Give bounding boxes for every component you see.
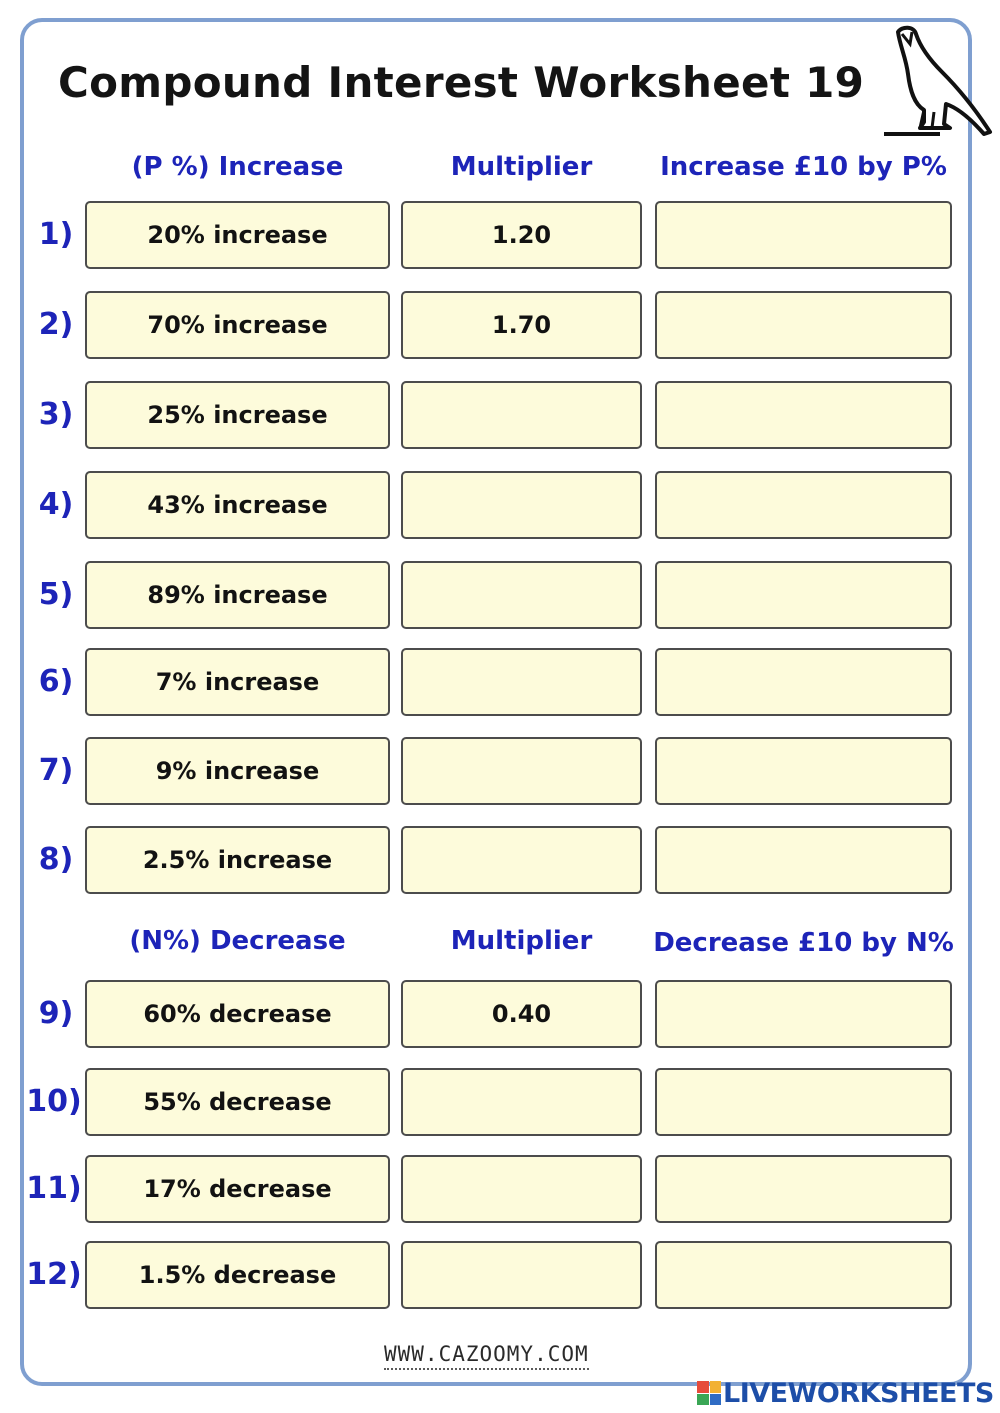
decrease-col-header-result: Decrease £10 by N% — [653, 928, 954, 958]
multiplier-answer-box[interactable] — [401, 648, 642, 716]
percent-change-box: 9% increase — [85, 737, 390, 805]
question-number: 1) — [38, 217, 74, 252]
question-number: 7) — [38, 753, 74, 788]
multiplier-answer-box[interactable] — [401, 737, 642, 805]
increase-col-header-percent: (P %) Increase — [131, 152, 344, 182]
question-number: 5) — [38, 577, 74, 612]
result-answer-box[interactable] — [655, 1155, 952, 1223]
multiplier-answer-box[interactable] — [401, 1068, 642, 1136]
multiplier-answer-box[interactable]: 0.40 — [401, 980, 642, 1048]
result-answer-box[interactable] — [655, 381, 952, 449]
percent-change-box: 89% increase — [85, 561, 390, 629]
question-number: 10) — [26, 1084, 82, 1119]
increase-col-header-result: Increase £10 by P% — [660, 152, 947, 182]
question-number: 12) — [26, 1257, 82, 1292]
multiplier-answer-box[interactable] — [401, 471, 642, 539]
question-number: 4) — [38, 487, 74, 522]
question-number: 9) — [38, 996, 74, 1031]
question-number: 8) — [38, 842, 74, 877]
percent-change-box: 7% increase — [85, 648, 390, 716]
result-answer-box[interactable] — [655, 471, 952, 539]
percent-change-box: 17% decrease — [85, 1155, 390, 1223]
owl-logo-icon — [880, 24, 995, 140]
percent-change-box: 20% increase — [85, 201, 390, 269]
liveworksheets-logo-icon — [697, 1381, 721, 1405]
watermark-text: LIVEWORKSHEETS — [723, 1377, 994, 1409]
percent-change-box: 25% increase — [85, 381, 390, 449]
percent-change-box: 2.5% increase — [85, 826, 390, 894]
multiplier-answer-box[interactable] — [401, 826, 642, 894]
increase-col-header-multiplier: Multiplier — [450, 152, 593, 182]
decrease-col-header-percent: (N%) Decrease — [129, 926, 346, 956]
multiplier-answer-box[interactable]: 1.20 — [401, 201, 642, 269]
footer-url: WWW.CAZOOMY.COM — [384, 1342, 589, 1370]
question-number: 11) — [26, 1171, 82, 1206]
result-answer-box[interactable] — [655, 1068, 952, 1136]
decrease-col-header-multiplier: Multiplier — [450, 926, 593, 956]
question-number: 6) — [38, 664, 74, 699]
percent-change-box: 70% increase — [85, 291, 390, 359]
multiplier-answer-box[interactable] — [401, 381, 642, 449]
percent-change-box: 60% decrease — [85, 980, 390, 1048]
result-answer-box[interactable] — [655, 201, 952, 269]
multiplier-answer-box[interactable] — [401, 1241, 642, 1309]
percent-change-box: 1.5% decrease — [85, 1241, 390, 1309]
multiplier-answer-box[interactable]: 1.70 — [401, 291, 642, 359]
result-answer-box[interactable] — [655, 291, 952, 359]
multiplier-answer-box[interactable] — [401, 1155, 642, 1223]
result-answer-box[interactable] — [655, 980, 952, 1048]
result-answer-box[interactable] — [655, 648, 952, 716]
percent-change-box: 55% decrease — [85, 1068, 390, 1136]
watermark — [697, 1376, 994, 1410]
multiplier-answer-box[interactable] — [401, 561, 642, 629]
result-answer-box[interactable] — [655, 826, 952, 894]
result-answer-box[interactable] — [655, 1241, 952, 1309]
page-title: Compound Interest Worksheet 19 — [58, 58, 865, 107]
percent-change-box: 43% increase — [85, 471, 390, 539]
question-number: 2) — [38, 307, 74, 342]
question-number: 3) — [38, 397, 74, 432]
result-answer-box[interactable] — [655, 737, 952, 805]
result-answer-box[interactable] — [655, 561, 952, 629]
